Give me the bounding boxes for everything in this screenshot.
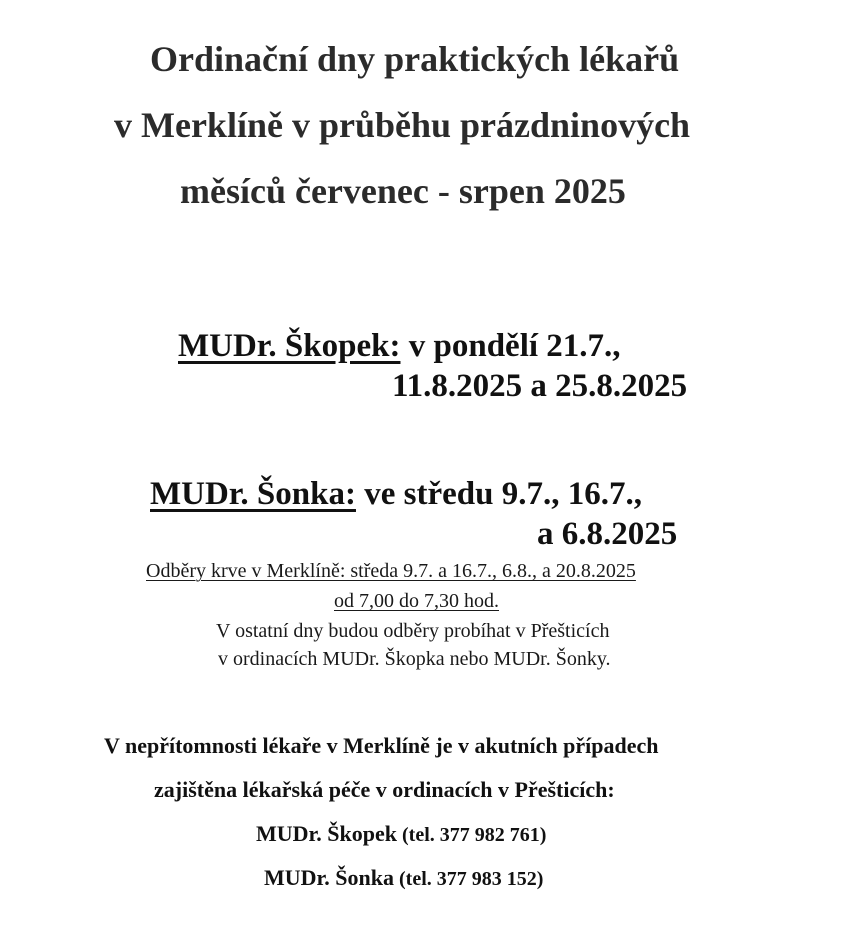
contact-skopek <box>256 821 546 847</box>
contact-skopek-phone: (tel. 377 982 761) <box>397 824 547 846</box>
page-title-line-3: měsíců červenec - srpen 2025 <box>180 171 626 211</box>
absence-notice-line-2: zajištěna lékařská péče v ordinacích v Přešticích: <box>154 777 615 802</box>
blood-draw-other-location: v ordinacích MUDr. Škopka nebo MUDr. Šonky. <box>218 648 611 670</box>
skopek-schedule-line-1 <box>178 328 621 365</box>
page-title-line-2: v Merklíně v průběhu prázdninových <box>114 105 691 145</box>
sonka-schedule-line-2: a 6.8.2025 <box>537 516 678 552</box>
skopek-days-line-1: v pondělí 21.7., <box>400 328 621 364</box>
page-title-line-1: Ordinační dny praktických lékařů <box>150 39 680 79</box>
blood-draw-dates: Odběry krve v Merklíně: středa 9.7. a 16.7., 6.8., a 20.8.2025 <box>146 560 636 582</box>
contact-sonka <box>264 865 543 891</box>
contact-skopek-name: MUDr. Škopek <box>256 821 397 846</box>
contact-sonka-name: MUDr. Šonka <box>264 865 394 890</box>
blood-draw-hours: od 7,00 do 7,30 hod. <box>334 590 499 612</box>
skopek-schedule-line-2: 11.8.2025 a 25.8.2025 <box>392 368 688 404</box>
sonka-schedule-line-1 <box>150 476 642 513</box>
sonka-days-line-1: ve středu 9.7., 16.7., <box>355 476 642 512</box>
skopek-doctor-name: MUDr. Škopek: <box>178 328 401 364</box>
absence-notice-line-1: V nepřítomnosti lékaře v Merklíně je v akutních případech <box>104 733 659 758</box>
sonka-doctor-name: MUDr. Šonka: <box>150 476 356 512</box>
blood-draw-other-days: V ostatní dny budou odběry probíhat v Přešticích <box>216 620 610 642</box>
contact-sonka-phone: (tel. 377 983 152) <box>394 868 544 890</box>
